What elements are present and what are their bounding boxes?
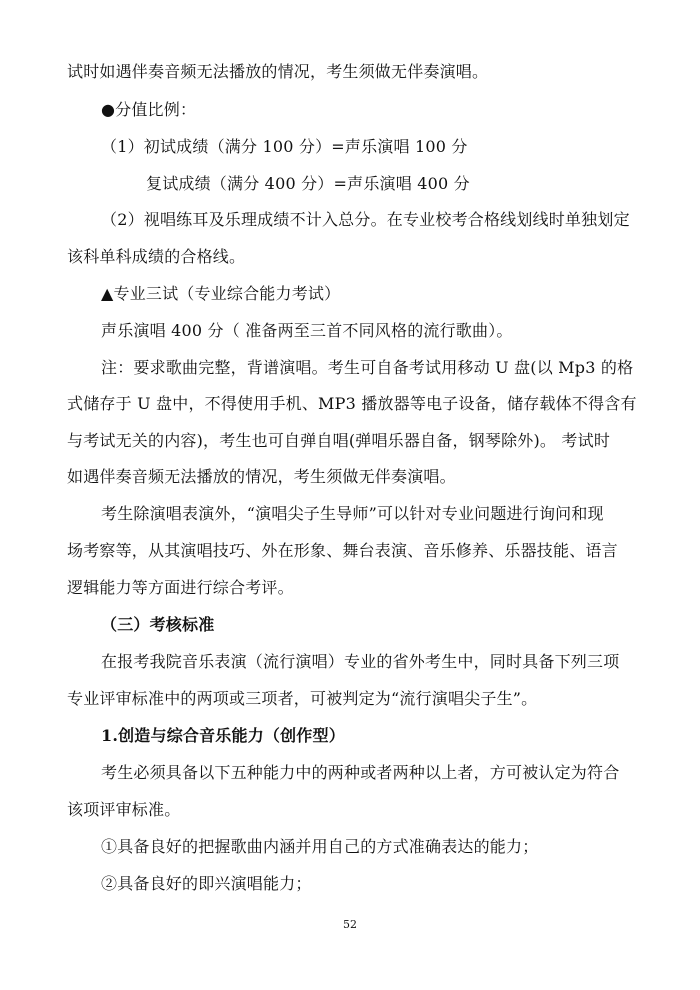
list-item: 复试成绩（满分 400 分）=声乐演唱 400 分 <box>146 174 470 193</box>
paragraph-line: 专业评审标准中的两项或三项者，可被判定为“流行演唱尖子生”。 <box>67 689 538 708</box>
paragraph-line: 式储存于 U 盘中，不得使用手机、MP3 播放器等电子设备，储存载体不得含有 <box>67 394 637 413</box>
paragraph-line: 场考察等，从其演唱技巧、外在形象、舞台表演、音乐修养、乐器技能、语言 <box>67 541 618 560</box>
paragraph-line: 考生必须具备以下五种能力中的两种或者两种以上者，方可被认定为符合 <box>101 763 620 782</box>
paragraph-line: 与考试无关的内容)，考生也可自弹自唱(弹唱乐器自备，钢琴除外)。 考试时 <box>67 431 611 450</box>
paragraph-line: 该科单科成绩的合格线。 <box>67 247 246 266</box>
subsection-heading-creativity: 1.创造与综合音乐能力（创作型） <box>101 726 345 745</box>
paragraph-line: 试时如遇伴奏音频无法播放的情况，考生须做无伴奏演唱。 <box>67 62 489 81</box>
page-number: 52 <box>343 918 357 931</box>
paragraph-line: （2）视唱练耳及乐理成绩不计入总分。在专业校考合格线划线时单独划定 <box>101 210 630 229</box>
paragraph-line: 声乐演唱 400 分（ 准备两至三首不同风格的流行歌曲）。 <box>101 321 513 340</box>
section-heading-assessment-standard: （三）考核标准 <box>101 615 215 634</box>
paragraph-line: 该项评审标准。 <box>67 800 181 819</box>
paragraph-line: 在报考我院音乐表演（流行演唱）专业的省外考生中，同时具备下列三项 <box>101 652 620 671</box>
paragraph-line: 注：要求歌曲完整，背谱演唱。考生可自备考试用移动 U 盘(以 Mp3 的格 <box>101 358 634 377</box>
paragraph-line: 逻辑能力等方面进行综合考评。 <box>67 578 294 597</box>
list-item: ①具备良好的把握歌曲内涵并用自己的方式准确表达的能力； <box>101 837 539 856</box>
paragraph-line: 考生除演唱表演外，“演唱尖子生导师”可以针对专业问题进行询问和现 <box>101 504 604 523</box>
bullet-heading-score-ratio: ●分值比例： <box>101 100 197 119</box>
section-heading-third-exam: ▲专业三试（专业综合能力考试） <box>101 284 341 303</box>
list-item: ②具备良好的即兴演唱能力； <box>101 874 312 893</box>
list-item: （1）初试成绩（满分 100 分）=声乐演唱 100 分 <box>101 137 468 156</box>
paragraph-line: 如遇伴奏音频无法播放的情况，考生须做无伴奏演唱。 <box>67 467 456 486</box>
